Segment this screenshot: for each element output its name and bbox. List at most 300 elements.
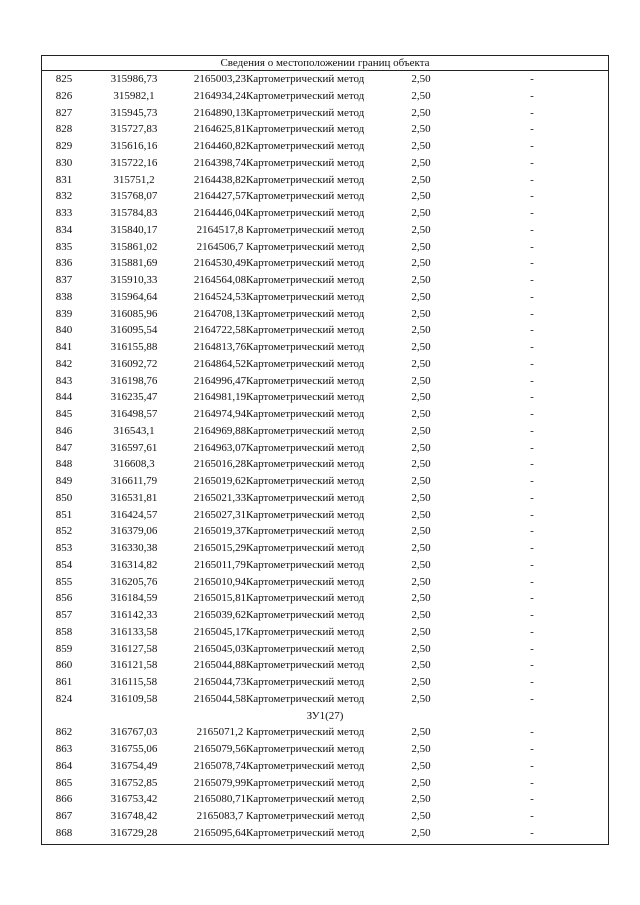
dash: - (530, 625, 534, 638)
coord-y: 2164517,8 (196, 223, 244, 236)
coord-y: 2164864,52 (193, 357, 247, 370)
method: Картометрический метод (246, 692, 365, 705)
point-number: 867 (55, 810, 73, 822)
precision: 2,50 (411, 743, 431, 755)
coord-y: 2164934,24 (193, 89, 247, 102)
table-row (42, 590, 608, 607)
table-row (42, 741, 608, 758)
point-number: 861 (55, 676, 73, 688)
method: Картометрический метод (246, 759, 365, 772)
point-number: 852 (55, 525, 73, 538)
coord-x: 316608,3 (113, 458, 155, 471)
dash: - (530, 106, 534, 119)
precision: 2,50 (411, 140, 431, 152)
table-row (42, 574, 608, 591)
table-row (42, 808, 608, 825)
dash: - (530, 676, 534, 688)
point-number: 838 (55, 290, 73, 303)
point-number: 836 (55, 257, 73, 270)
dash: - (530, 391, 534, 404)
coord-y: 2164625,81 (193, 123, 247, 136)
coord-x: 316115,58 (110, 676, 158, 688)
precision: 2,50 (411, 508, 431, 521)
point-number: 863 (55, 743, 73, 755)
coord-y: 2165003,23 (193, 73, 247, 85)
method: Картометрический метод (246, 89, 365, 102)
point-number: 834 (55, 223, 73, 236)
coord-x: 316531,81 (110, 491, 158, 504)
table-row (42, 507, 608, 524)
precision: 2,50 (411, 123, 431, 136)
method: Картометрический метод (246, 659, 365, 672)
precision: 2,50 (411, 341, 431, 353)
precision: 2,50 (411, 408, 431, 420)
coord-y: 2164530,49 (193, 257, 247, 270)
coord-y: 2165080,71 (193, 793, 247, 806)
coord-y: 2165079,56 (193, 743, 247, 755)
method: Картометрический метод (246, 290, 365, 303)
precision: 2,50 (411, 491, 431, 504)
table-row (42, 306, 608, 323)
coord-y: 2165019,62 (193, 475, 247, 487)
coord-x: 316095,54 (110, 324, 158, 337)
dash: - (530, 257, 534, 270)
point-number: 837 (55, 274, 73, 286)
point-number: 824 (55, 692, 73, 705)
point-number: 862 (55, 726, 73, 739)
dash: - (530, 357, 534, 370)
table-row (42, 775, 608, 792)
coord-y: 2164506,7 (196, 240, 244, 253)
dash: - (530, 324, 534, 337)
dash: - (530, 575, 534, 588)
coord-x: 316314,82 (110, 558, 158, 571)
table-row (42, 641, 608, 658)
coord-y: 2164460,82 (193, 140, 247, 152)
precision: 2,50 (411, 257, 431, 270)
method: Картометрический метод (246, 525, 365, 538)
point-number: 835 (55, 240, 73, 253)
point-number: 830 (55, 156, 73, 169)
coord-x: 315840,17 (110, 223, 158, 236)
point-number: 827 (55, 106, 73, 119)
coord-y: 2164969,88 (193, 424, 247, 437)
method: Картометрический метод (246, 676, 365, 688)
table-row (42, 138, 608, 155)
method: Картометрический метод (246, 558, 365, 571)
precision: 2,50 (411, 173, 431, 186)
precision: 2,50 (411, 692, 431, 705)
method: Картометрический метод (246, 257, 365, 270)
method: Картометрический метод (246, 140, 365, 152)
coord-x: 316155,88 (110, 341, 158, 353)
dash: - (530, 190, 534, 203)
method: Картометрический метод (246, 424, 365, 437)
dash: - (530, 475, 534, 487)
coord-y: 2164974,94 (193, 408, 247, 420)
table-row (42, 557, 608, 574)
table-row (42, 155, 608, 172)
point-number: 859 (55, 642, 73, 655)
coord-x: 316235,47 (110, 391, 158, 404)
point-number: 843 (55, 374, 73, 387)
coord-y: 2164981,19 (193, 391, 247, 404)
point-number: 850 (55, 491, 73, 504)
method: Картометрический метод (246, 810, 365, 822)
precision: 2,50 (411, 207, 431, 219)
coord-y: 2165044,88 (193, 659, 247, 672)
point-number: 847 (55, 441, 73, 454)
coord-x: 316729,28 (110, 826, 158, 839)
coord-x: 316755,06 (110, 743, 158, 755)
table-row (42, 88, 608, 105)
table-row (42, 339, 608, 356)
method: Картометрический метод (246, 190, 365, 203)
dash: - (530, 743, 534, 755)
dash: - (530, 759, 534, 772)
coord-y: 2165015,29 (193, 542, 247, 554)
coord-x: 315722,16 (110, 156, 158, 169)
table-row (42, 255, 608, 272)
table-row (42, 406, 608, 423)
table-row (42, 791, 608, 808)
precision: 2,50 (411, 826, 431, 839)
table-row (42, 607, 608, 624)
table-row (42, 523, 608, 540)
precision: 2,50 (411, 592, 431, 605)
precision: 2,50 (411, 73, 431, 85)
dash: - (530, 173, 534, 186)
table-row (42, 289, 608, 306)
table-row (42, 389, 608, 406)
coord-y: 2164996,47 (193, 374, 247, 387)
coord-x: 316753,42 (110, 793, 158, 806)
coord-x: 315616,16 (110, 140, 158, 152)
dash: - (530, 424, 534, 437)
coord-y: 2164446,04 (193, 207, 247, 219)
method: Картометрический метод (246, 441, 365, 454)
method: Картометрический метод (246, 776, 365, 789)
method: Картометрический метод (246, 357, 365, 370)
coord-x: 316498,57 (110, 408, 158, 420)
coord-y: 2165019,37 (193, 525, 247, 538)
point-number: 826 (55, 89, 73, 102)
coord-y: 2164524,53 (193, 290, 247, 303)
coord-x: 315861,02 (110, 240, 158, 253)
coord-x: 316379,06 (110, 525, 158, 538)
coord-x: 316121,58 (110, 659, 158, 672)
method: Картометрический метод (246, 491, 365, 504)
table-row (42, 540, 608, 557)
precision: 2,50 (411, 324, 431, 337)
dash: - (530, 73, 534, 85)
method: Картометрический метод (246, 207, 365, 219)
precision: 2,50 (411, 391, 431, 404)
table-row (42, 423, 608, 440)
dash: - (530, 692, 534, 705)
method: Картометрический метод (246, 73, 365, 85)
table-row (42, 71, 608, 88)
coord-y: 2164438,82 (193, 173, 247, 186)
table-row (42, 657, 608, 674)
coord-y: 2164564,08 (193, 274, 247, 286)
coord-x: 315768,07 (110, 190, 158, 203)
table-row (42, 105, 608, 122)
point-number: 866 (55, 793, 73, 806)
dash: - (530, 223, 534, 236)
method: Картометрический метод (246, 826, 365, 839)
coord-x: 315751,2 (113, 173, 155, 186)
precision: 2,50 (411, 575, 431, 588)
coord-x: 315727,83 (110, 123, 158, 136)
coord-y: 2164398,74 (193, 156, 247, 169)
table-row (42, 624, 608, 641)
coord-y: 2165044,58 (193, 692, 247, 705)
dash: - (530, 274, 534, 286)
coord-y: 2165039,62 (193, 609, 247, 621)
table-row (42, 440, 608, 457)
point-number: 856 (55, 592, 73, 605)
point-number: 868 (55, 826, 73, 839)
method: Картометрический метод (246, 625, 365, 638)
table-row (42, 188, 608, 205)
point-number: 831 (55, 173, 73, 186)
method: Картометрический метод (246, 391, 365, 404)
method: Картометрический метод (246, 793, 365, 806)
precision: 2,50 (411, 240, 431, 253)
method: Картометрический метод (246, 106, 365, 119)
precision: 2,50 (411, 441, 431, 454)
coord-x: 315986,73 (110, 73, 158, 85)
dash: - (530, 659, 534, 672)
dash: - (530, 810, 534, 822)
coordinates-table (41, 55, 609, 845)
precision: 2,50 (411, 726, 431, 739)
point-number: 840 (55, 324, 73, 337)
precision: 2,50 (411, 642, 431, 655)
precision: 2,50 (411, 609, 431, 621)
coord-x: 316198,76 (110, 374, 158, 387)
precision: 2,50 (411, 424, 431, 437)
coord-y: 2165015,81 (193, 592, 247, 605)
coord-x: 315964,64 (110, 290, 158, 303)
dash: - (530, 307, 534, 320)
precision: 2,50 (411, 89, 431, 102)
coord-y: 2165011,79 (194, 558, 246, 571)
precision: 2,50 (411, 274, 431, 286)
dash: - (530, 441, 534, 454)
point-number: 858 (55, 625, 73, 638)
precision: 2,50 (411, 759, 431, 772)
dash: - (530, 558, 534, 571)
dash: - (530, 458, 534, 471)
point-number: 860 (55, 659, 73, 672)
rows-group-a (42, 71, 608, 708)
table-row (42, 222, 608, 239)
precision: 2,50 (411, 525, 431, 538)
coord-y: 2165071,2 (196, 726, 244, 739)
dash: - (530, 542, 534, 554)
table-row (42, 674, 608, 691)
point-number: 854 (55, 558, 73, 571)
point-number: 828 (55, 123, 73, 136)
precision: 2,50 (411, 106, 431, 119)
coord-y: 2164722,58 (193, 324, 247, 337)
method: Картометрический метод (246, 223, 365, 236)
coord-x: 316611,79 (110, 475, 158, 487)
coord-y: 2165021,33 (193, 491, 247, 504)
coord-x: 316330,38 (110, 542, 158, 554)
coord-x: 316142,33 (110, 609, 158, 621)
point-number: 846 (55, 424, 73, 437)
precision: 2,50 (411, 307, 431, 320)
precision: 2,50 (411, 223, 431, 236)
table-row (42, 758, 608, 775)
method: Картометрический метод (246, 542, 365, 554)
precision: 2,50 (411, 458, 431, 471)
coord-y: 2165016,28 (193, 458, 247, 471)
coord-x: 315982,1 (113, 89, 155, 102)
dash: - (530, 140, 534, 152)
dash: - (530, 240, 534, 253)
coord-x: 316184,59 (110, 592, 158, 605)
dash: - (530, 525, 534, 538)
coord-y: 2164963,07 (193, 441, 247, 454)
table-row (42, 356, 608, 373)
table-row (42, 490, 608, 507)
point-number: 844 (55, 391, 73, 404)
coord-x: 315881,69 (110, 257, 158, 270)
point-number: 853 (55, 542, 73, 554)
method: Картометрический метод (246, 475, 365, 487)
method: Картометрический метод (246, 458, 365, 471)
coord-y: 2165045,03 (193, 642, 247, 655)
precision: 2,50 (411, 374, 431, 387)
coord-x: 316597,61 (110, 441, 158, 454)
dash: - (530, 123, 534, 136)
coord-x: 316127,58 (110, 642, 158, 655)
dash: - (530, 592, 534, 605)
point-number: 841 (55, 341, 73, 353)
method: Картометрический метод (246, 743, 365, 755)
precision: 2,50 (411, 558, 431, 571)
precision: 2,50 (411, 190, 431, 203)
method: Картометрический метод (246, 156, 365, 169)
dash: - (530, 826, 534, 839)
table-row (42, 373, 608, 390)
coord-y: 2165078,74 (193, 759, 247, 772)
method: Картометрический метод (246, 341, 365, 353)
method: Картометрический метод (246, 173, 365, 186)
section-label: ЗУ1(27) (306, 709, 344, 722)
coord-y: 2165027,31 (193, 508, 247, 521)
table-title: Сведения о местоположении границ объекта (42, 56, 608, 71)
method: Картометрический метод (246, 508, 365, 521)
coord-x: 316092,72 (110, 357, 158, 370)
precision: 2,50 (411, 625, 431, 638)
point-number: 833 (55, 207, 73, 219)
dash: - (530, 156, 534, 169)
method: Картометрический метод (246, 609, 365, 621)
precision: 2,50 (411, 793, 431, 806)
coord-x: 315784,83 (110, 207, 158, 219)
method: Картометрический метод (246, 408, 365, 420)
table-row (42, 322, 608, 339)
precision: 2,50 (411, 290, 431, 303)
coord-x: 316767,03 (110, 726, 158, 739)
method: Картометрический метод (246, 123, 365, 136)
dash: - (530, 726, 534, 739)
precision: 2,50 (411, 810, 431, 822)
coord-x: 316754,49 (110, 759, 158, 772)
precision: 2,50 (411, 676, 431, 688)
point-number: 857 (55, 609, 73, 621)
coord-y: 2165079,99 (193, 776, 247, 789)
coord-x: 316543,1 (113, 424, 155, 437)
table-row (42, 456, 608, 473)
coord-x: 316748,42 (110, 810, 158, 822)
table-row (42, 473, 608, 490)
dash: - (530, 341, 534, 353)
coord-x: 316085,96 (110, 307, 158, 320)
point-number: 848 (55, 458, 73, 471)
precision: 2,50 (411, 659, 431, 672)
coord-y: 2165045,17 (193, 625, 247, 638)
table-row (42, 691, 608, 708)
precision: 2,50 (411, 357, 431, 370)
dash: - (530, 642, 534, 655)
point-number: 865 (55, 776, 73, 789)
coord-y: 2165083,7 (196, 810, 244, 822)
point-number: 832 (55, 190, 73, 203)
table-row (42, 121, 608, 138)
dash: - (530, 793, 534, 806)
table-row (42, 272, 608, 289)
dash: - (530, 491, 534, 504)
point-number: 842 (55, 357, 73, 370)
coord-y: 2165095,64 (193, 826, 247, 839)
point-number: 845 (55, 408, 73, 420)
coord-x: 316205,76 (110, 575, 158, 588)
table-row (42, 724, 608, 741)
precision: 2,50 (411, 542, 431, 554)
coord-y: 2164813,76 (193, 341, 247, 353)
method: Картометрический метод (246, 274, 365, 286)
method: Картометрический метод (246, 307, 365, 320)
coord-y: 2165010,94 (193, 575, 247, 588)
method: Картометрический метод (246, 240, 365, 253)
table-row (42, 825, 608, 842)
dash: - (530, 408, 534, 420)
method: Картометрический метод (246, 726, 365, 739)
precision: 2,50 (411, 156, 431, 169)
point-number: 855 (55, 575, 73, 588)
coord-x: 315910,33 (110, 274, 158, 286)
coord-y: 2165044,73 (193, 676, 247, 688)
coord-y: 2164427,57 (193, 190, 247, 203)
table-row (42, 205, 608, 222)
table-row (42, 172, 608, 189)
point-number: 851 (55, 508, 73, 521)
coord-x: 316133,58 (110, 625, 158, 638)
coord-x: 315945,73 (110, 106, 158, 119)
table-row (42, 239, 608, 256)
point-number: 839 (55, 307, 73, 320)
method: Картометрический метод (246, 592, 365, 605)
coord-x: 316424,57 (110, 508, 158, 521)
dash: - (530, 609, 534, 621)
dash: - (530, 776, 534, 789)
